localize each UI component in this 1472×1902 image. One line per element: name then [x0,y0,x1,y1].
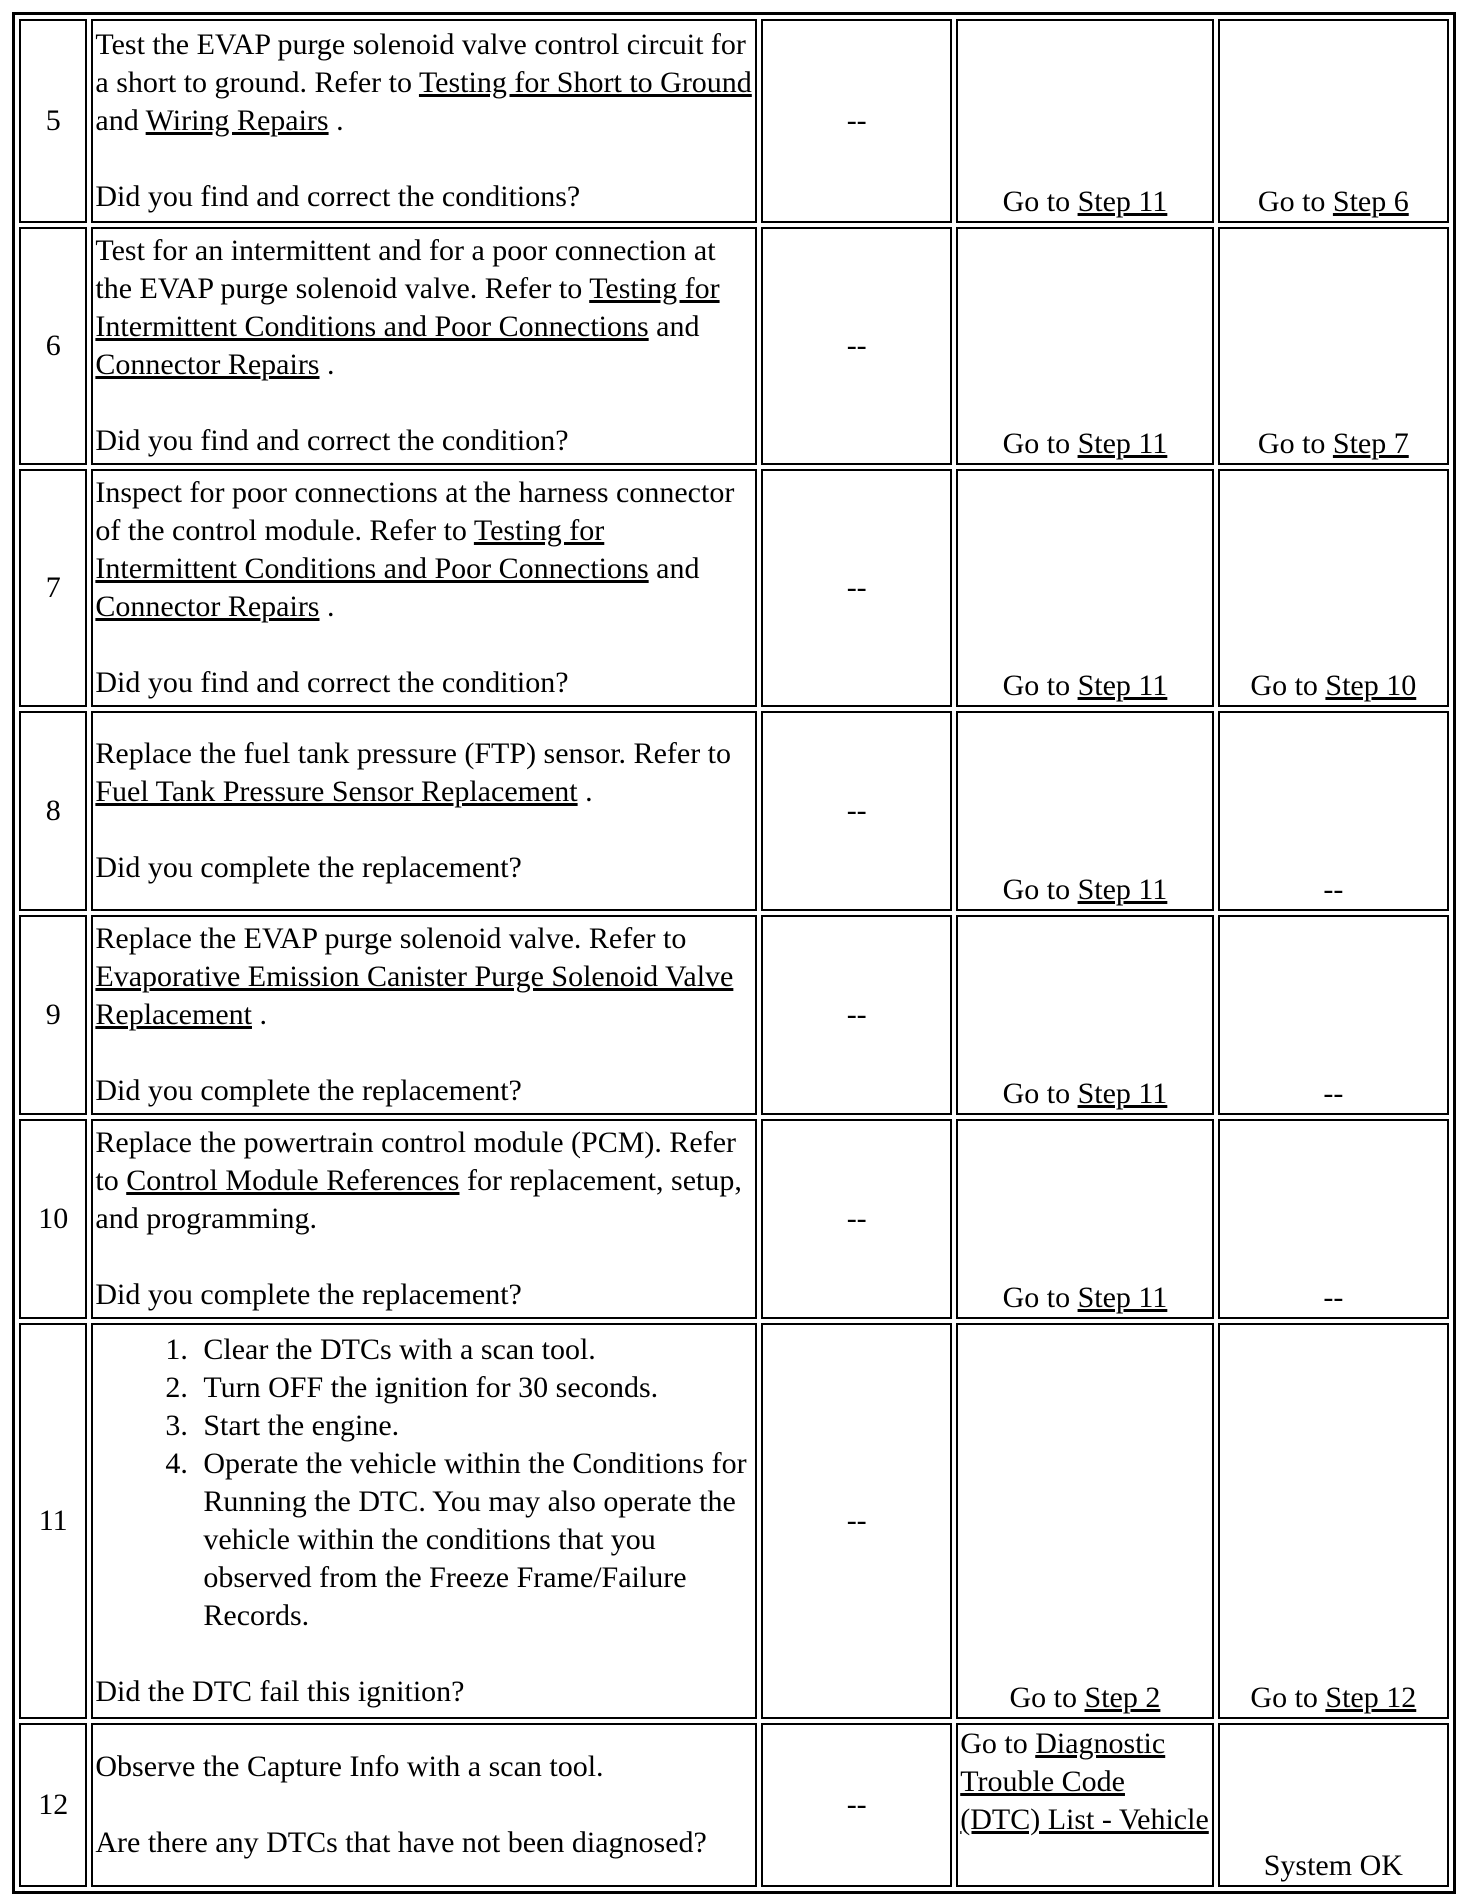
question-text: Are there any DTCs that have not been diagnosed? [95,1826,707,1859]
action-text: Test the EVAP purge solenoid valve control circuit for a short to ground. Refer to [95,28,746,99]
action-cell [91,1723,757,1887]
yes-prefix: Go to [1002,1077,1078,1110]
no-cell [1218,469,1449,707]
question-text: Did you complete the replacement? [95,1074,522,1107]
step-number: 10 [19,1119,87,1319]
value-cell: -- [761,19,952,223]
yes-cell [956,1323,1213,1719]
dtc-list-link[interactable]: Diagnostic Trouble Code (DTC) List - Vehicle [960,1727,1209,1836]
question-text: Did you complete the replacement? [95,851,522,884]
action-text: Observe the Capture Info with a scan tool. [95,1750,604,1783]
table-row [19,915,1449,1115]
procedure-link[interactable]: Control Module References [126,1164,460,1197]
yes-cell [956,19,1213,223]
action-text: . [319,590,335,623]
diagnostic-table [12,12,1456,1894]
yes-prefix: Go to [1002,669,1078,702]
yes-prefix: Go to [1002,185,1078,218]
value-cell: -- [761,1119,952,1319]
list-item: 2. Turn OFF the ignition for 30 seconds. [195,1369,753,1407]
step-number: 8 [19,711,87,911]
action-cell [91,227,757,465]
no-prefix: Go to [1250,1681,1326,1714]
list-item: 3. Start the engine. [195,1407,753,1445]
action-text: Replace the powertrain control module (PCM). Refer to [95,1126,737,1197]
question-text: Did you find and correct the condition? [95,424,569,457]
table-row [19,227,1449,465]
table-row [19,469,1449,707]
yes-cell [956,1119,1213,1319]
action-text: and [648,552,700,585]
yes-cell [956,469,1213,707]
step-number: 5 [19,19,87,223]
yes-step-link[interactable]: Step 11 [1077,1281,1168,1314]
yes-cell [956,227,1213,465]
action-cell [91,711,757,911]
procedure-list [95,1331,753,1635]
value-cell: -- [761,227,952,465]
procedure-link[interactable]: Testing for Intermittent Conditions and Poor Connections [95,272,720,343]
procedure-link[interactable]: Testing for Short to Ground [418,66,752,99]
table-row [19,19,1449,223]
no-cell: -- [1218,1119,1449,1319]
no-cell: System OK [1218,1723,1449,1887]
list-item: 1. Clear the DTCs with a scan tool. [195,1331,753,1369]
yes-prefix: Go to [1002,873,1078,906]
yes-prefix: Go to [1002,1281,1078,1314]
no-step-link[interactable]: Step 10 [1325,669,1417,702]
action-text: Replace the EVAP purge solenoid valve. Refer to [95,922,687,955]
action-text: Replace the fuel tank pressure (FTP) sensor. Refer to [95,737,732,770]
yes-step-link[interactable]: Step 11 [1077,427,1168,460]
no-step-link[interactable]: Step 7 [1332,427,1409,460]
step-number: 7 [19,469,87,707]
no-prefix: Go to [1257,185,1333,218]
no-cell [1218,1323,1449,1719]
yes-step-link[interactable]: Step 11 [1077,1077,1168,1110]
procedure-link[interactable]: Wiring Repairs [145,104,329,137]
yes-cell [956,915,1213,1115]
value-cell: -- [761,915,952,1115]
question-text: Did you find and correct the condition? [95,666,569,699]
yes-prefix: Go to [960,1727,1036,1760]
action-cell [91,469,757,707]
question-text: Did you find and correct the conditions? [95,180,581,213]
procedure-link[interactable]: Connector Repairs [95,348,320,381]
action-text: . [251,998,267,1031]
question-text: Did the DTC fail this ignition? [95,1675,465,1708]
action-text: Test for an intermittent and for a poor connection at the EVAP purge solenoid valve. Refer to [95,234,716,305]
procedure-link[interactable]: Connector Repairs [95,590,320,623]
action-cell [91,19,757,223]
action-text: and [648,310,700,343]
table-row [19,711,1449,911]
yes-step-link[interactable]: Step 2 [1084,1681,1161,1714]
yes-step-link[interactable]: Step 11 [1077,873,1168,906]
no-cell: -- [1218,711,1449,911]
action-cell [91,915,757,1115]
action-text: Inspect for poor connections at the harness connector of the control module. Refer to [95,476,735,547]
value-cell: -- [761,469,952,707]
step-number: 6 [19,227,87,465]
no-step-link[interactable]: Step 12 [1325,1681,1417,1714]
no-cell [1218,19,1449,223]
no-prefix: Go to [1257,427,1333,460]
yes-step-link[interactable]: Step 11 [1077,185,1168,218]
value-cell: -- [761,1323,952,1719]
action-cell [91,1119,757,1319]
yes-prefix: Go to [1002,427,1078,460]
yes-prefix: Go to [1009,1681,1085,1714]
yes-cell [956,711,1213,911]
no-cell [1218,227,1449,465]
action-text: . [577,775,593,808]
value-cell: -- [761,711,952,911]
step-number: 12 [19,1723,87,1887]
yes-cell [956,1723,1213,1887]
table-row [19,1323,1449,1719]
list-item: 4. Operate the vehicle within the Conditions for Running the DTC. You may also operate the vehicle within the conditions that you observed from the Freeze Frame/Failure Records. [195,1445,753,1635]
no-cell: -- [1218,915,1449,1115]
value-cell: -- [761,1723,952,1887]
procedure-link[interactable]: Evaporative Emission Canister Purge Solenoid Valve Replacement [95,960,734,1031]
table-row [19,1119,1449,1319]
step-number: 9 [19,915,87,1115]
step-number: 11 [19,1323,87,1719]
no-step-link[interactable]: Step 6 [1332,185,1409,218]
action-cell [91,1323,757,1719]
no-prefix: Go to [1250,669,1326,702]
question-text: Did you complete the replacement? [95,1278,522,1311]
procedure-link[interactable]: Fuel Tank Pressure Sensor Replacement [95,775,578,808]
action-text: for replacement, setup, and programming. [95,1164,742,1235]
action-text: . [328,104,344,137]
yes-step-link[interactable]: Step 11 [1077,669,1168,702]
procedure-link[interactable]: Testing for Intermittent Conditions and Poor Connections [95,514,649,585]
action-text: and [95,104,146,137]
action-text: . [319,348,335,381]
table-row [19,1723,1449,1887]
